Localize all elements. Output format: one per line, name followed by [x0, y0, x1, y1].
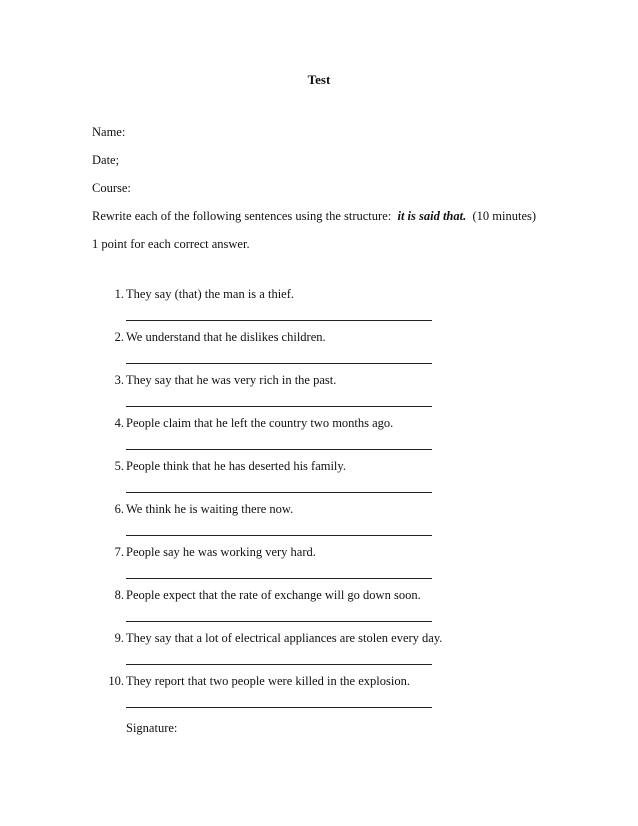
question-number: 7. — [114, 545, 124, 559]
answer-line[interactable] — [126, 707, 432, 708]
answer-line[interactable] — [126, 621, 432, 622]
question-sentence: They report that two people were killed in the explosion. — [126, 674, 410, 688]
question-list — [0, 287, 638, 717]
instructions-structure: it is said that. — [397, 209, 467, 223]
question-sentence: People expect that the rate of exchange will go down soon. — [126, 588, 421, 602]
question-item — [0, 416, 638, 459]
answer-line[interactable] — [126, 406, 432, 407]
document-title: Test — [307, 72, 331, 87]
question-sentence: People claim that he left the country two months ago. — [126, 416, 394, 430]
question-number: 9. — [114, 631, 124, 645]
question-item — [0, 588, 638, 631]
question-number: 1. — [114, 287, 124, 301]
question-sentence: We understand that he dislikes children. — [126, 330, 326, 344]
question-sentence: They say that a lot of electrical appliances are stolen every day. — [126, 631, 443, 645]
answer-line[interactable] — [126, 320, 432, 321]
instructions-time: (10 minutes) — [472, 209, 537, 223]
name-field-label: Name: — [92, 125, 126, 139]
scoring-note: 1 point for each correct answer. — [92, 237, 250, 251]
question-number: 5. — [114, 459, 124, 473]
question-item — [0, 287, 638, 330]
question-item — [0, 631, 638, 674]
question-sentence: They say (that) the man is a thief. — [126, 287, 294, 301]
question-number: 2. — [114, 330, 124, 344]
question-number: 8. — [114, 588, 124, 602]
question-number: 3. — [114, 373, 124, 387]
question-sentence: People say he was working very hard. — [126, 545, 316, 559]
answer-line[interactable] — [126, 363, 432, 364]
question-number: 10. — [108, 674, 124, 688]
question-number: 4. — [114, 416, 124, 430]
answer-line[interactable] — [126, 535, 432, 536]
signature-label: Signature: — [126, 721, 178, 735]
answer-line[interactable] — [126, 578, 432, 579]
question-sentence: People think that he has deserted his family. — [126, 459, 346, 473]
question-item — [0, 502, 638, 545]
question-item — [0, 330, 638, 373]
question-sentence: We think he is waiting there now. — [126, 502, 294, 516]
question-sentence: They say that he was very rich in the past. — [126, 373, 337, 387]
answer-line[interactable] — [126, 449, 432, 450]
question-item — [0, 545, 638, 588]
answer-line[interactable] — [126, 664, 432, 665]
instructions-prefix: Rewrite each of the following sentences using the structure: — [92, 209, 392, 223]
course-field-label: Course: — [92, 181, 131, 195]
question-item — [0, 674, 638, 717]
answer-line[interactable] — [126, 492, 432, 493]
question-item — [0, 459, 638, 502]
question-item — [0, 373, 638, 416]
instructions — [92, 209, 536, 224]
date-field-label: Date; — [92, 153, 120, 167]
question-number: 6. — [114, 502, 124, 516]
